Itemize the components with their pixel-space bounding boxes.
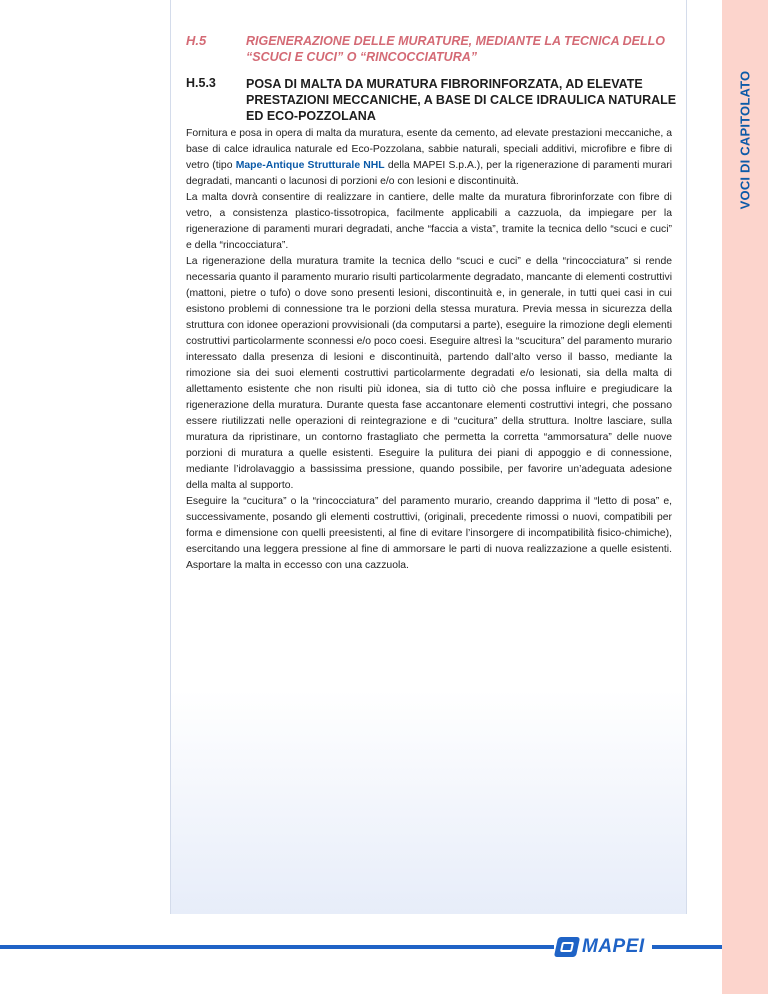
- footer-line-left: [0, 945, 554, 949]
- frame-fade: [171, 690, 686, 914]
- mapei-logo: [556, 932, 650, 962]
- paragraph-4: Eseguire la “cucitura” o la “rincocciatura” del paramento murario, creando dapprima il “letto di posa” e, successivamente, posando gli elementi costruttivi, (originali, precedente rimossi o nuovi, compatibili per forma e dimensione con quelli preesistenti, al fine di evitare l’insorgere di incompatibilità fisico-chimiche), esercitando una leggera pressione al fine di ammorsare le parti di nuova realizzazione a quelle esistenti. Asportare la malta in eccesso con una cazzuola.: [186, 496, 672, 571]
- paragraph-1: [186, 126, 672, 190]
- footer-line-right: [652, 945, 722, 949]
- paragraph-1-start: Fornitura e posa in opera di malta da muratura, esente da cemento, ad elevate prestazioni meccaniche, a base di calce idraulica naturale ed Eco-Pozzolana, sabbie naturali, speciali additivi, microfibre e fibre di vetro (tipo: [186, 128, 672, 171]
- product-name: Mape-Antique Strutturale NHL: [235, 160, 385, 171]
- subsection-title: POSA DI MALTA DA MURATURA FIBRORINFORZATA, AD ELEVATE PRESTAZIONI MECCANICHE, A BASE DI CALCE IDRAULICA NATURALE ED ECO-POZZOLANA: [246, 77, 677, 123]
- mapei-logo-text: MAPEI: [582, 936, 645, 957]
- subsection-code: H.5.3: [186, 76, 216, 90]
- paragraph-2: La malta dovrà consentire di realizzare in cantiere, delle malte da muratura fibrorinforzate con fibre di vetro, a consistenza plastico-tissotropica, facilmente applicabili a cazzuola, da impiegare per la rigenerazione di paramenti murari degradati, anche “faccia a vista”, tramite la tecnica dello “scuci e cuci” e della “rincocciatura”.: [186, 192, 672, 251]
- body-text: [186, 126, 672, 574]
- paragraph-3: La rigenerazione della muratura tramite la tecnica dello “scuci e cuci” e della “rincocciatura” si rende necessaria quanto il paramento murario risulti particolarmente degradato, mancante di elementi costruttivi (mattoni, pietre o tufo) o dove sono presenti lesioni, discontinuità e, in generale, in tutti quei casi in cui esistono problemi di connessione tra le porzioni della stessa muratura. Previa messa in sicurezza della struttura con idonee operazioni provvisionali (da computarsi a parte), eseguire la rimozione degli elementi costruttivi particolarmente sconnessi e/o poco coesi. Eseguire altresì la “scucitura” del paramento murario interessato dalla presenza di lesioni e discontinuità, partendo dall’alto verso il basso, mediante la rimozione sia dei suoi elementi costruttivi particolarmente degradati e/o lesionati, sia della malta di allettamento esistente che non risulti più idonea, sia di tutto ciò che possa influire e pregiudicare la rigenerazione della muratura. Durante questa fase accantonare elementi costruttivi integri, che possano essere riutilizzati nelle operazioni di reintegrazione e di “cucitura” della struttura. Inoltre lasciare, sulla muratura da ripristinare, un contorno frastagliato che permetta la corretta “ammorsatura” delle nuove porzioni di muratura a quelle esistenti. Eseguire la pulitura dei piani di appoggio e di connessione, mediante l’idrolavaggio a bassissima pressione, quando possibile, per favorire un’adeguata adesione della malta al supporto.: [186, 256, 672, 491]
- paragraph-1-end: della MAPEI S.p.A.), per la rigenerazione di paramenti murari degradati, mancanti o lacunosi di porzioni e/o con lesioni e discontinuità.: [186, 160, 673, 187]
- section-code: H.5: [186, 33, 207, 48]
- section-title: RIGENERAZIONE DELLE MURATURE, MEDIANTE LA TECNICA DELLO “SCUCI E CUCI” O “RINCOCCIATURA”: [246, 34, 665, 64]
- side-label: VOCI DI CAPITOLATO: [737, 70, 753, 210]
- mapei-logo-icon: [554, 937, 580, 957]
